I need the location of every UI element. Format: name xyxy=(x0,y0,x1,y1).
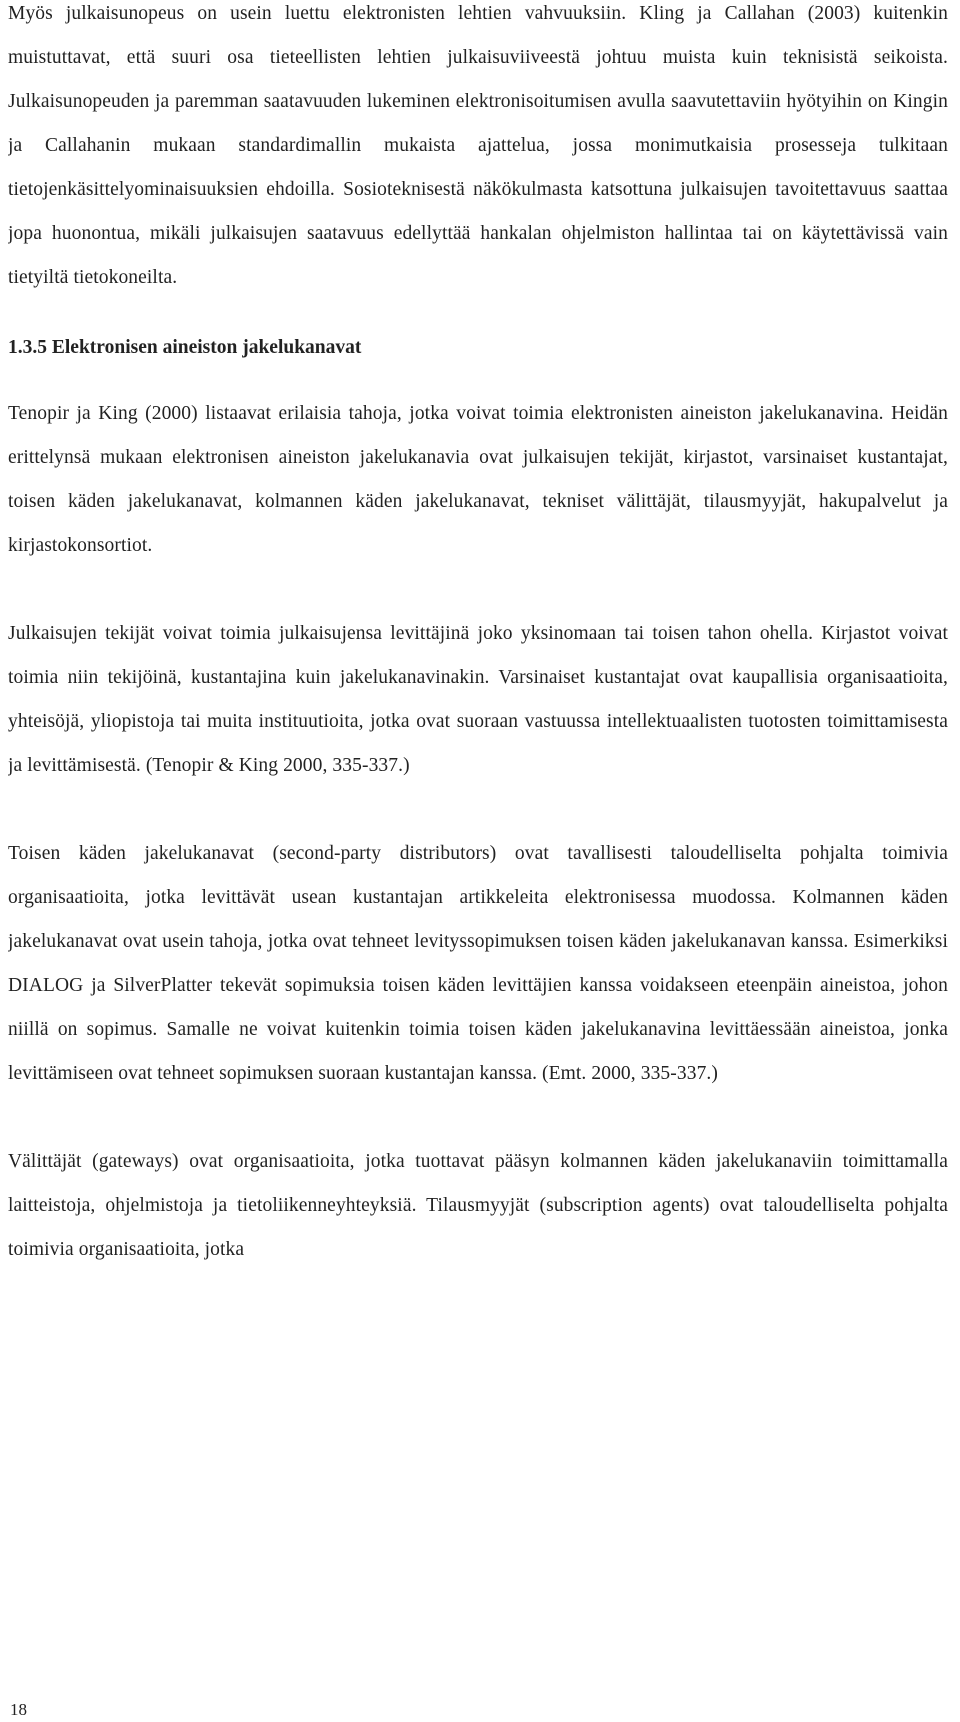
section-heading: 1.3.5 Elektronisen aineiston jakelukanavat xyxy=(8,337,362,358)
paragraph-gateways-subscription-agents: Välittäjät (gateways) ovat organisaatioita, jotka tuottavat pääsyn kolmannen käden jakelukanaviin toimittamalla laitteistoja, ohjelmistoja ja tietoliikenneyhteyksiä. Tilausmyyjät (subscription agents) ovat taloudelliselta pohjalta toimivia organisaatioita, jotka xyxy=(8,1151,948,1260)
paragraph-authors-libraries-publishers: Julkaisujen tekijät voivat toimia julkaisujensa levittäjinä joko yksinomaan tai toisen tahon ohella. Kirjastot voivat toimia niin tekijöinä, kustantajina kuin jakelukanavinakin. Varsinaiset kustantajat ovat kaupallisia organisaatioita, yhteisöjä, yliopistoja tai muita instituutioita, jotka ovat suoraan vastuussa intellektuaalisten tuotosten toimittamisesta ja levittämisestä. (Tenopir & King 2000, 335-337.) xyxy=(8,623,948,776)
page-number: 18 xyxy=(10,1700,27,1719)
paragraph-distribution-channels: Tenopir ja King (2000) listaavat erilaisia tahoja, jotka voivat toimia elektronisten aineiston jakelukanavina. Heidän erittelynsä mukaan elektronisen aineiston jakelukanavia ovat julkaisujen tekijät, kirjastot, varsinaiset kustantajat, toisen käden jakelukanavat, kolmannen käden jakelukanavat, tekniset välittäjät, tilausmyyjät, hakupalvelut ja kirjastokonsortiot. xyxy=(8,403,948,556)
paragraph-second-third-party-distributors: Toisen käden jakelukanavat (second-party distributors) ovat tavallisesti taloudelliselta pohjalta toimivia organisaatioita, jotka levittävät usean kustantajan artikkeleita elektronisessa muodossa. Kolmannen käden jakelukanavat ovat usein tahoja, jotka ovat tehneet levityssopimuksen toisen käden jakelukanavan kanssa. Esimerkiksi DIALOG ja SilverPlatter tekevät sopimuksia toisen käden levittäjien kanssa voidakseen eteenpäin aineistoa, johon niillä on sopimus. Samalle ne voivat kuitenkin toimia toisen käden jakelukanavina levittäessään aineistoa, jonka levittämiseen ovat tehneet sopimuksen suoraan kustantajan kanssa. (Emt. 2000, 335-337.) xyxy=(8,843,948,1084)
document-page xyxy=(8,0,948,1722)
paragraph-publication-speed: Myös julkaisunopeus on usein luettu elektronisten lehtien vahvuuksiin. Kling ja Callahan (2003) kuitenkin muistuttavat, että suuri osa tieteellisten lehtien julkaisuviiveestä johtuu muista kuin teknisistä seikoista. Julkaisunopeuden ja paremman saatavuuden lukeminen elektronisoitumisen avulla saavutettaviin hyötyihin on Kingin ja Callahanin mukaan standardimallin mukaista ajattelua, jossa monimutkaisia prosesseja tulkitaan tietojenkäsittelyominaisuuksien ehdoilla. Sosioteknisestä näkökulmasta katsottuna julkaisujen tavoitettavuus saattaa jopa huonontua, mikäli julkaisujen saatavuus edellyttää hankalan ohjelmiston hallintaa tai on käytettävissä vain tietyiltä tietokoneilta. xyxy=(8,3,948,288)
